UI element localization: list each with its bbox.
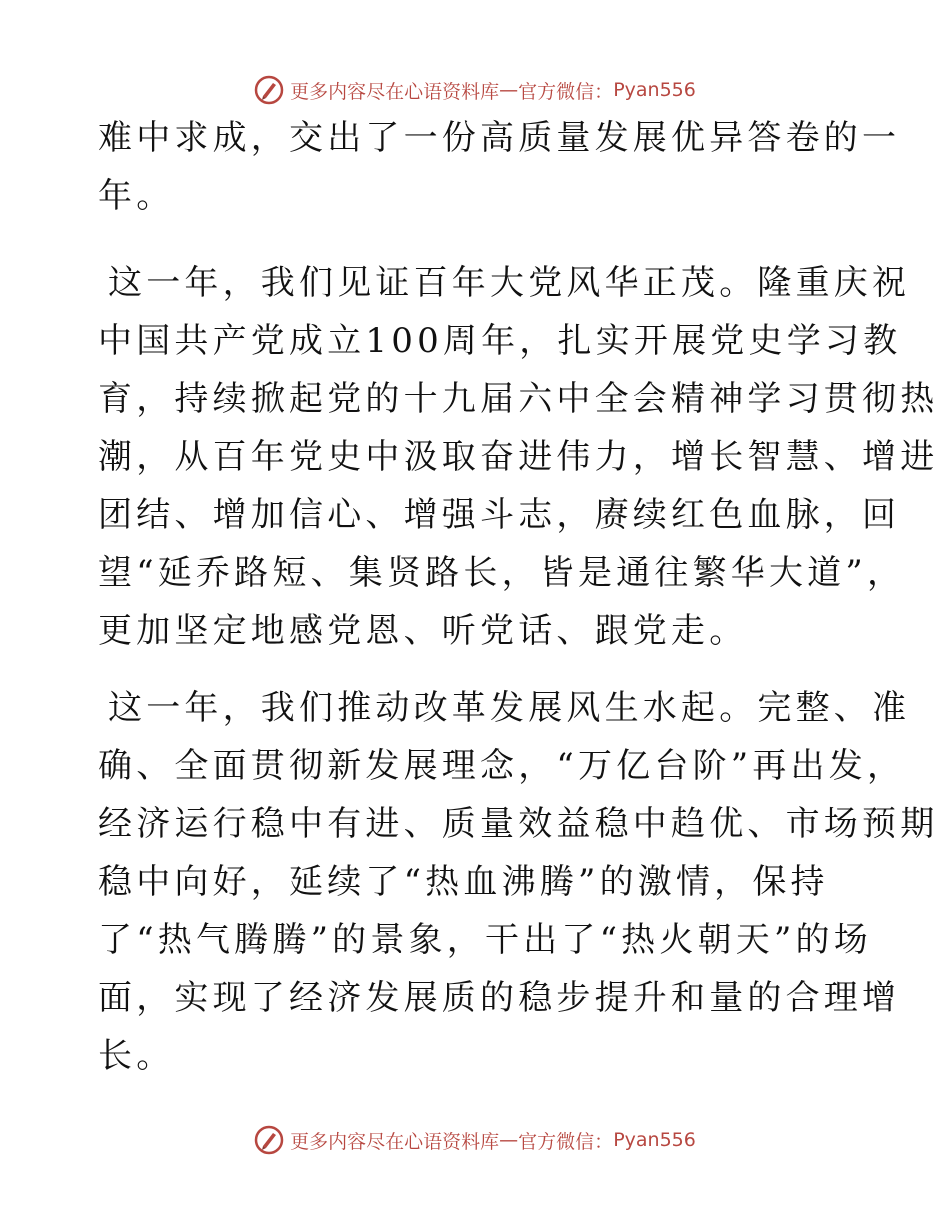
watermark-separator: —: [499, 79, 519, 101]
text-line: 了“热气腾腾”的景象，干出了“热火朝天”的场: [98, 920, 872, 960]
text-line: 难中求成，交出了一份高质量发展优异答卷的一: [98, 118, 901, 158]
text-line: 育，持续掀起党的十九届六中全会精神学习贯彻热: [98, 379, 939, 419]
text-line: 这一年，我们见证百年大党风华正茂。隆重庆祝: [108, 263, 911, 303]
text-line: 中国共产党成立100周年，扎实开展党史学习教: [98, 321, 902, 361]
pen-logo-icon: [254, 75, 284, 105]
text-line: 团结、增加信心、增强斗志，赓续红色血脉，回: [98, 495, 901, 535]
text-line: 望“延乔路短、集贤路长，皆是通往繁华大道”，: [98, 553, 906, 593]
text-line: 面，实现了经济发展质的稳步提升和量的合理增: [98, 978, 901, 1018]
watermark-separator: —: [499, 1129, 519, 1151]
watermark-text: 更多内容尽在心语资料库: [290, 80, 500, 103]
watermark-account: Pyan556: [613, 1129, 696, 1151]
text-line: 潮，从百年党史中汲取奋进伟力，增长智慧、增进: [98, 437, 939, 477]
text-line: 确、全面贯彻新发展理念，“万亿台阶”再出发，: [98, 746, 906, 786]
watermark-account: Pyan556: [613, 79, 696, 101]
text-line: 这一年，我们推动改革发展风生水起。完整、准: [108, 688, 911, 728]
watermark-label: 官方微信：: [518, 1130, 614, 1153]
watermark-text: 更多内容尽在心语资料库: [290, 1130, 500, 1153]
footer-watermark: [0, 1122, 950, 1158]
text-line: 长。: [98, 1036, 175, 1076]
text-line: 年。: [98, 176, 175, 216]
watermark-label: 官方微信：: [518, 80, 614, 103]
text-line: 更加坚定地感党恩、听党话、跟党走。: [98, 611, 748, 651]
pen-logo-icon: [254, 1125, 284, 1155]
header-watermark: [0, 72, 950, 108]
text-line: 稳中向好，延续了“热血沸腾”的激情，保持: [98, 862, 829, 902]
text-line: 经济运行稳中有进、质量效益稳中趋优、市场预期: [98, 804, 939, 844]
